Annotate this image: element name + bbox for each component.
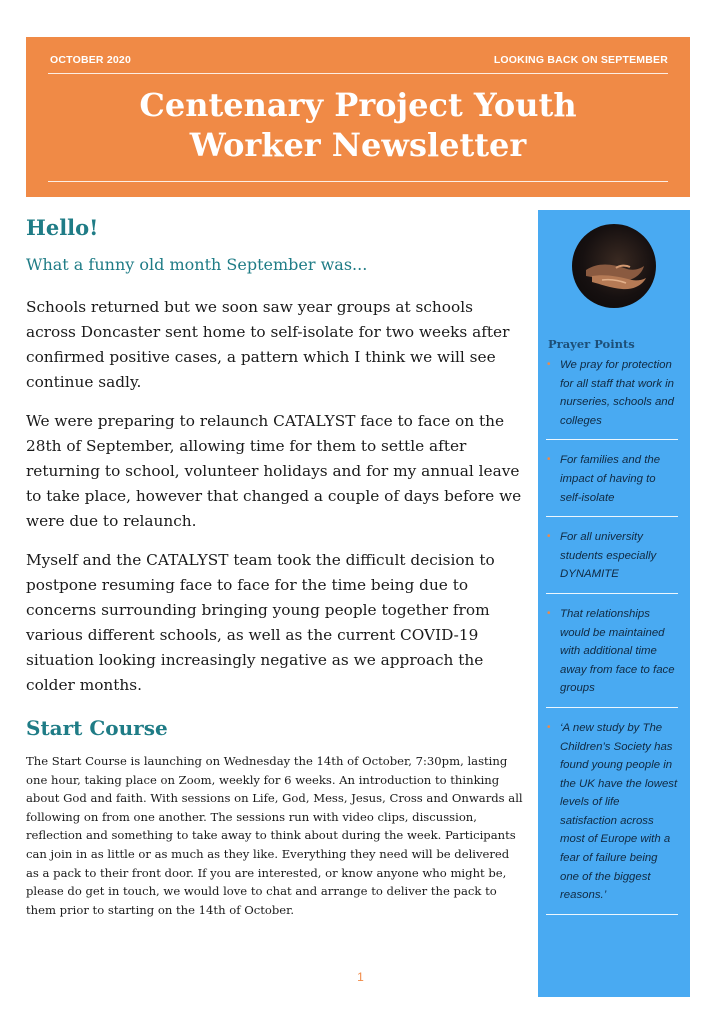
newsletter-title (26, 85, 690, 165)
prayer-point-text: ‘A new study by The Children’s Society has found young people in the UK have the lowest levels of life satisfaction across most of Europe with a fear of failure being one of the biggest reasons.’ (560, 721, 678, 902)
hands-photo-icon (572, 224, 656, 308)
bullet-icon: • (547, 531, 551, 543)
prayer-point (546, 605, 678, 708)
intro-subheading: What a funny old month September was... (26, 255, 368, 274)
prayer-sidebar (538, 210, 690, 997)
prayer-point-text: That relationships would be maintained with additional time away from face to face groups (560, 607, 675, 695)
bullet-icon: • (547, 721, 551, 733)
bullet-icon: • (547, 359, 551, 370)
header-divider-bottom (48, 181, 668, 182)
title-line-2: Worker Newsletter (189, 126, 527, 164)
prayer-point (546, 356, 678, 440)
prayer-point-text: For families and the impact of having to self-isolate (560, 454, 661, 504)
prayer-point (546, 528, 678, 594)
page-number: 1 (357, 970, 364, 984)
body-paragraph-3: Myself and the CATALYST team took the difficult decision to postpone resuming face to face for the time being due to concerns surrounding bringing young people together from various different schools, as well as the current COVID-19 situation looking increasingly negative as we approach the colder months. (26, 551, 495, 694)
prayer-point (546, 451, 678, 517)
body-paragraph-1: Schools returned but we soon saw year groups at schools across Doncaster sent home to self-isolate for two weeks after confirmed positive cases, a pattern which I think we will see continue sadly. (26, 298, 510, 391)
main-column (26, 213, 524, 919)
bullet-icon: • (547, 607, 551, 619)
title-line-1: Centenary Project Youth (139, 86, 577, 124)
prayer-points-heading: Prayer Points (548, 337, 635, 351)
prayer-point-text: For all university students especially DYNAMITE (560, 531, 657, 581)
start-course-text: The Start Course is launching on Wednesday the 14th of October, 7:30pm, lasting one hour, taking place on Zoom, weekly for 6 weeks. An introduction to thinking about God and faith. With sessions on Life, God, Mess, Jesus, Cross and Onwards all following on from one another. The sessions run with video clips, discussion, reflection and something to take away to think about during the week. Participants can join in as little or as much as they like. Everything they need will be delivered as a pack to their front door. If you are interested, or know anyone who might be, please do get in touch, we would love to chat and arrange to deliver the pack to them prior to starting on the 14th of October. (26, 754, 523, 917)
header-divider-top (48, 73, 668, 74)
issue-tagline: LOOKING BACK ON SEPTEMBER (493, 54, 668, 66)
prayer-point-text: We pray for protection for all staff that work in nurseries, schools and colleges (560, 359, 674, 427)
prayer-point (546, 719, 678, 915)
bullet-icon: • (547, 454, 551, 466)
newsletter-header (26, 37, 690, 197)
start-course-heading: Start Course (26, 716, 168, 740)
greeting-heading: Hello! (26, 215, 99, 240)
issue-date: OCTOBER 2020 (50, 54, 131, 66)
body-paragraph-2: We were preparing to relaunch CATALYST face to face on the 28th of September, allowing time for them to settle after returning to school, volunteer holidays and for my annual leave to take place, however that changed a couple of days before we were due to relaunch. (26, 412, 522, 530)
prayer-points-list (546, 356, 678, 926)
